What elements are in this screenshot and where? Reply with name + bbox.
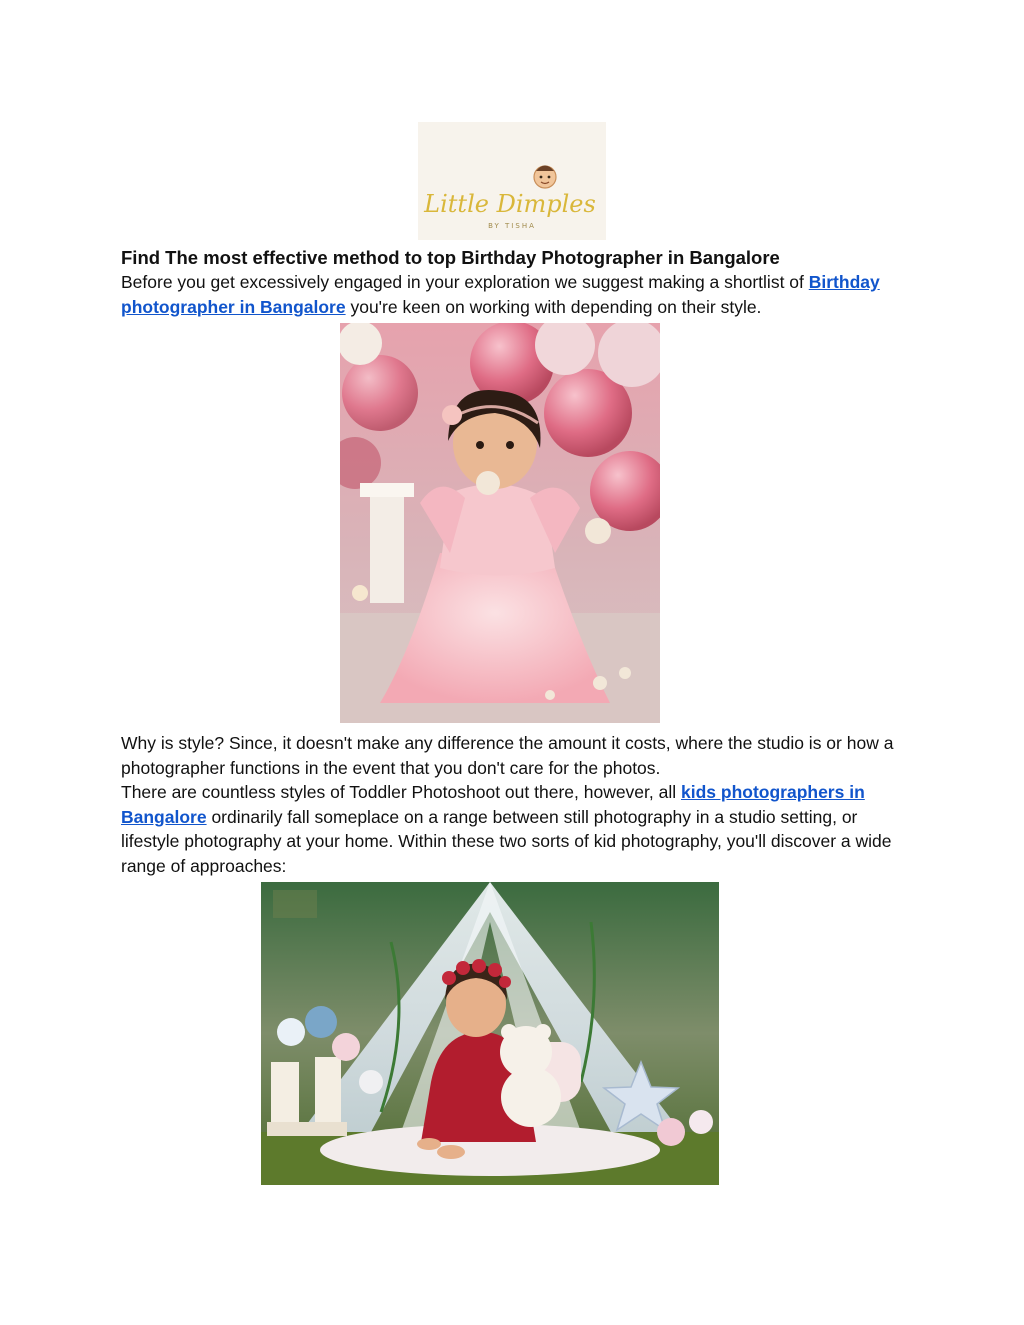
intro-paragraph — [121, 270, 911, 319]
article-body — [121, 246, 911, 1185]
logo — [418, 122, 606, 240]
style-paragraph: Why is style? Since, it doesn't make any difference the amount it costs, where the studio is or how a photographer functions in the event that you don't care for the photos. — [121, 733, 894, 778]
logo-byline: BY TISHA — [488, 222, 536, 230]
baby-face-icon — [534, 166, 556, 189]
logo-wordmark: Little Dimples — [424, 190, 596, 218]
birthday-photo — [340, 323, 660, 723]
birthday-photographer-link[interactable]: Birthday photographer in Bangalore — [121, 272, 880, 317]
styles-text-after: ordinarily fall someplace on a range between still photography in a studio setting, or lifestyle photography at your home. Within these two sorts of kid photography, you'll discover a wide range of approaches: — [121, 806, 892, 876]
intro-text-after: you're keen on working with depending on their style. — [345, 296, 762, 317]
toddler-photoshoot-photo — [261, 882, 719, 1185]
intro-text-before: Before you get excessively engaged in your exploration we suggest making a shortlist of — [121, 272, 809, 292]
styles-paragraph — [121, 780, 911, 878]
kids-photographers-link[interactable]: kids photographers in Bangalore — [121, 782, 865, 827]
page-title: Find The most effective method to top Birthday Photographer in Bangalore — [121, 247, 780, 268]
styles-text-before: There are countless styles of Toddler Photoshoot out there, however, all — [121, 782, 681, 802]
